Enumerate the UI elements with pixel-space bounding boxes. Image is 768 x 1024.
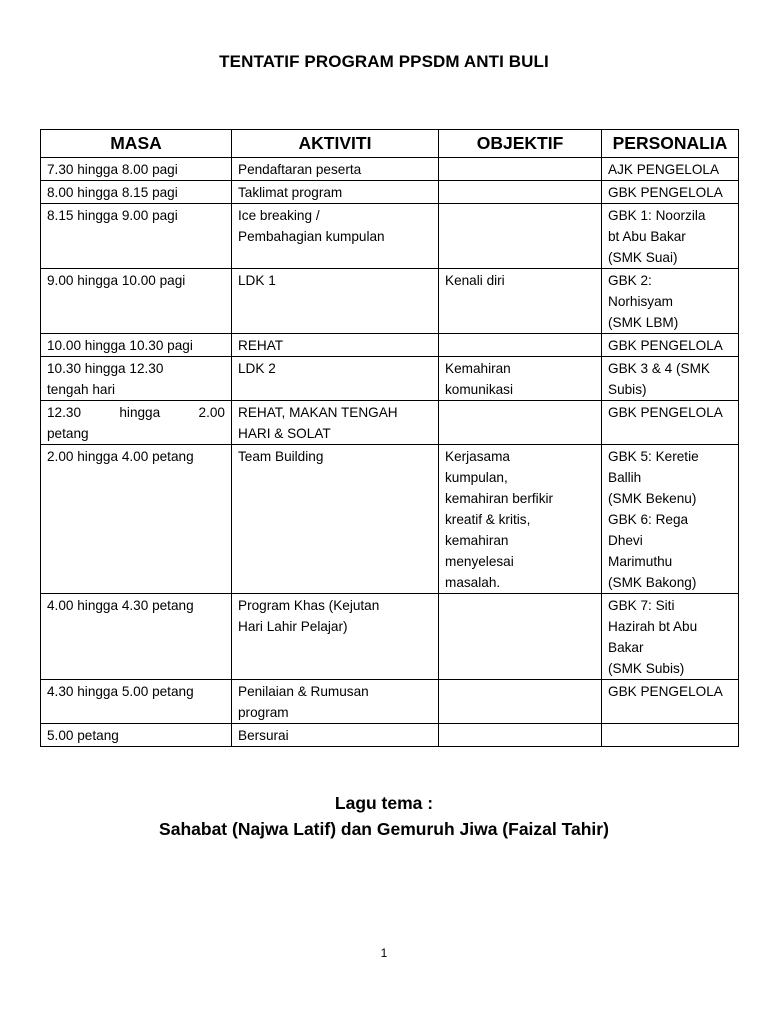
cell-line: Norhisyam	[608, 294, 673, 309]
cell-line: (SMK LBM)	[608, 315, 679, 330]
cell-line: Dhevi	[608, 533, 643, 548]
cell-line: 4.30 hingga 5.00 petang	[47, 684, 194, 699]
cell-line: AJK PENGELOLA	[608, 162, 720, 177]
cell-line: 8.15 hingga 9.00 pagi	[47, 208, 178, 223]
cell-objektif	[439, 269, 602, 334]
cell-line: GBK PENGELOLA	[608, 185, 723, 200]
cell-line: Pembahagian kumpulan	[238, 229, 385, 244]
cell-line: Program Khas (Kejutan	[238, 598, 380, 613]
cell-line: Taklimat program	[238, 185, 343, 200]
cell-objektif	[439, 357, 602, 401]
cell-line: Kerjasama	[445, 449, 510, 464]
cell-objektif	[439, 181, 602, 204]
cell-line: Subis)	[608, 382, 647, 397]
cell-masa	[41, 204, 232, 269]
cell-masa	[41, 181, 232, 204]
cell-line: komunikasi	[445, 382, 513, 397]
cell-aktiviti	[232, 334, 439, 357]
cell-aktiviti	[232, 680, 439, 724]
cell-personalia	[602, 724, 739, 747]
header-aktiviti: AKTIVITI	[232, 130, 439, 158]
cell-aktiviti	[232, 357, 439, 401]
cell-personalia	[602, 334, 739, 357]
cell-aktiviti	[232, 724, 439, 747]
cell-objektif	[439, 445, 602, 594]
cell-masa	[41, 724, 232, 747]
cell-personalia	[602, 594, 739, 680]
cell-line	[47, 402, 225, 423]
table-row	[41, 181, 739, 204]
header-personalia: PERSONALIA	[602, 130, 739, 158]
cell-personalia	[602, 269, 739, 334]
cell-objektif	[439, 334, 602, 357]
cell-personalia	[602, 680, 739, 724]
cell-line: masalah.	[445, 575, 501, 590]
cell-line: 10.00 hingga 10.30 pagi	[47, 338, 193, 353]
header-objektif: OBJEKTIF	[439, 130, 602, 158]
cell-line: Ice breaking /	[238, 208, 320, 223]
cell-word: hingga	[119, 405, 161, 420]
cell-line: kemahiran berfikir	[445, 491, 554, 506]
cell-aktiviti	[232, 445, 439, 594]
cell-line: Bakar	[608, 640, 644, 655]
cell-personalia	[602, 181, 739, 204]
cell-line: Marimuthu	[608, 554, 673, 569]
cell-masa	[41, 334, 232, 357]
cell-line: GBK 3 & 4 (SMK	[608, 361, 710, 376]
cell-line: 2.00 hingga 4.00 petang	[47, 449, 194, 464]
table-row	[41, 724, 739, 747]
cell-line: Hari Lahir Pelajar)	[238, 619, 348, 634]
cell-line: tengah hari	[47, 382, 116, 397]
cell-line: kemahiran	[445, 533, 509, 548]
cell-objektif	[439, 401, 602, 445]
cell-line: LDK 1	[238, 273, 276, 288]
cell-word: 2.00	[198, 405, 225, 420]
cell-line: HARI & SOLAT	[238, 426, 331, 441]
cell-line: Pendaftaran peserta	[238, 162, 362, 177]
cell-line: Hazirah bt Abu	[608, 619, 698, 634]
table-row	[41, 680, 739, 724]
cell-line: Bersurai	[238, 728, 289, 743]
cell-line: Penilaian & Rumusan	[238, 684, 369, 699]
page-number: 1	[380, 946, 388, 960]
cell-line: 8.00 hingga 8.15 pagi	[47, 185, 178, 200]
cell-aktiviti	[232, 204, 439, 269]
cell-line: petang	[47, 426, 89, 441]
cell-line: menyelesai	[445, 554, 514, 569]
cell-line: REHAT	[238, 338, 284, 353]
cell-line: program	[238, 705, 289, 720]
theme-song-label: Lagu tema :	[334, 793, 434, 813]
cell-masa	[41, 445, 232, 594]
cell-aktiviti	[232, 594, 439, 680]
cell-masa	[41, 401, 232, 445]
cell-masa	[41, 594, 232, 680]
cell-line: REHAT, MAKAN TENGAH	[238, 405, 398, 420]
cell-line: GBK 6: Rega	[608, 512, 689, 527]
cell-aktiviti	[232, 181, 439, 204]
table-row	[41, 158, 739, 181]
cell-line: 10.30 hingga 12.30	[47, 361, 164, 376]
cell-masa	[41, 269, 232, 334]
table-row	[41, 204, 739, 269]
cell-objektif	[439, 158, 602, 181]
table-header-row	[41, 130, 739, 158]
cell-line: GBK 5: Keretie	[608, 449, 699, 464]
cell-line: Ballih	[608, 470, 642, 485]
table-row	[41, 594, 739, 680]
cell-line: (SMK Suai)	[608, 250, 678, 265]
cell-line: kumpulan,	[445, 470, 508, 485]
header-masa: MASA	[41, 130, 232, 158]
table-row	[41, 334, 739, 357]
cell-personalia	[602, 445, 739, 594]
cell-personalia	[602, 401, 739, 445]
cell-objektif	[439, 724, 602, 747]
cell-objektif	[439, 594, 602, 680]
cell-personalia	[602, 204, 739, 269]
cell-line: GBK PENGELOLA	[608, 338, 723, 353]
cell-line: (SMK Bakong)	[608, 575, 697, 590]
cell-line: 4.00 hingga 4.30 petang	[47, 598, 194, 613]
cell-line: 5.00 petang	[47, 728, 119, 743]
table-row	[41, 269, 739, 334]
cell-line: LDK 2	[238, 361, 276, 376]
cell-masa	[41, 680, 232, 724]
cell-aktiviti	[232, 158, 439, 181]
document-title: TENTATIF PROGRAM PPSDM ANTI BULI	[219, 52, 549, 71]
cell-line: 7.30 hingga 8.00 pagi	[47, 162, 178, 177]
table-row	[41, 401, 739, 445]
cell-objektif	[439, 680, 602, 724]
cell-masa	[41, 158, 232, 181]
cell-line: bt Abu Bakar	[608, 229, 686, 244]
cell-line: 9.00 hingga 10.00 pagi	[47, 273, 186, 288]
theme-song-titles: Sahabat (Najwa Latif) dan Gemuruh Jiwa (Faizal Tahir)	[159, 819, 609, 839]
cell-personalia	[602, 158, 739, 181]
cell-masa	[41, 357, 232, 401]
cell-line: (SMK Bekenu)	[608, 491, 697, 506]
cell-personalia	[602, 357, 739, 401]
cell-line: Kenali diri	[445, 273, 505, 288]
cell-line: GBK PENGELOLA	[608, 684, 723, 699]
table-row	[41, 445, 739, 594]
cell-line: kreatif & kritis,	[445, 512, 531, 527]
cell-line: Team Building	[238, 449, 324, 464]
schedule-table	[40, 129, 739, 747]
cell-line: GBK 7: Siti	[608, 598, 675, 613]
cell-aktiviti	[232, 401, 439, 445]
cell-objektif	[439, 204, 602, 269]
cell-line: GBK PENGELOLA	[608, 405, 723, 420]
cell-line: Kemahiran	[445, 361, 511, 376]
cell-line: GBK 2:	[608, 273, 652, 288]
table-row	[41, 357, 739, 401]
cell-word: 12.30	[47, 405, 82, 420]
cell-aktiviti	[232, 269, 439, 334]
cell-line: (SMK Subis)	[608, 661, 685, 676]
cell-line: GBK 1: Noorzila	[608, 208, 706, 223]
schedule-body	[41, 158, 739, 747]
